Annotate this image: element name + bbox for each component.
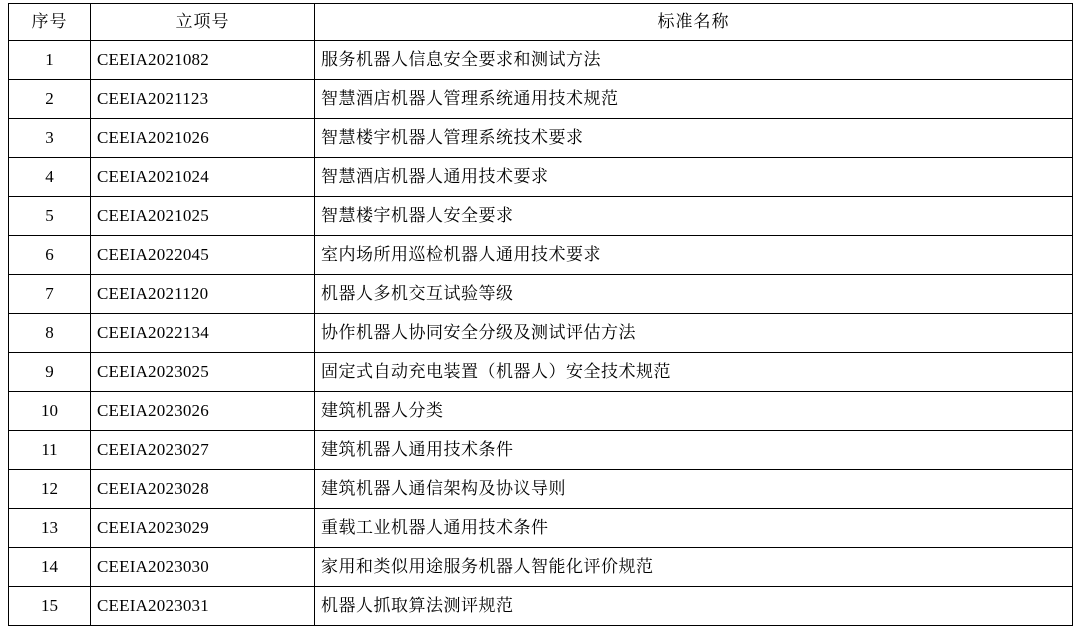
cell-index: 11: [9, 431, 91, 470]
cell-index: 7: [9, 275, 91, 314]
standards-table-container: [0, 3, 1080, 626]
table-row: [9, 158, 1073, 197]
cell-name: 建筑机器人通信架构及协议导则: [315, 470, 1073, 509]
cell-code: CEEIA2023026: [91, 392, 315, 431]
cell-name: 智慧酒店机器人管理系统通用技术规范: [315, 80, 1073, 119]
cell-index: 2: [9, 80, 91, 119]
table-row: [9, 275, 1073, 314]
cell-index: 9: [9, 353, 91, 392]
table-row: [9, 353, 1073, 392]
cell-index: 13: [9, 509, 91, 548]
cell-name: 重载工业机器人通用技术条件: [315, 509, 1073, 548]
cell-code: CEEIA2021025: [91, 197, 315, 236]
cell-name: 固定式自动充电装置（机器人）安全技术规范: [315, 353, 1073, 392]
table-row: [9, 236, 1073, 275]
column-header-name: 标准名称: [315, 4, 1073, 41]
table-header-row: [9, 4, 1073, 41]
cell-name: 智慧楼宇机器人管理系统技术要求: [315, 119, 1073, 158]
table-row: [9, 80, 1073, 119]
cell-name: 协作机器人协同安全分级及测试评估方法: [315, 314, 1073, 353]
cell-name: 家用和类似用途服务机器人智能化评价规范: [315, 548, 1073, 587]
cell-code: CEEIA2023031: [91, 587, 315, 626]
cell-index: 12: [9, 470, 91, 509]
cell-code: CEEIA2023027: [91, 431, 315, 470]
cell-code: CEEIA2021123: [91, 80, 315, 119]
cell-index: 8: [9, 314, 91, 353]
table-row: [9, 509, 1073, 548]
cell-index: 15: [9, 587, 91, 626]
cell-name: 机器人抓取算法测评规范: [315, 587, 1073, 626]
cell-index: 5: [9, 197, 91, 236]
column-header-code: 立项号: [91, 4, 315, 41]
table-row: [9, 431, 1073, 470]
cell-name: 建筑机器人通用技术条件: [315, 431, 1073, 470]
table-row: [9, 119, 1073, 158]
cell-code: CEEIA2023025: [91, 353, 315, 392]
cell-index: 14: [9, 548, 91, 587]
cell-code: CEEIA2021024: [91, 158, 315, 197]
cell-index: 1: [9, 41, 91, 80]
cell-code: CEEIA2023030: [91, 548, 315, 587]
cell-index: 6: [9, 236, 91, 275]
cell-name: 智慧楼宇机器人安全要求: [315, 197, 1073, 236]
table-body: [9, 4, 1073, 626]
cell-code: CEEIA2021082: [91, 41, 315, 80]
cell-index: 10: [9, 392, 91, 431]
cell-code: CEEIA2022134: [91, 314, 315, 353]
standards-table: [8, 3, 1073, 626]
cell-code: CEEIA2021120: [91, 275, 315, 314]
cell-index: 3: [9, 119, 91, 158]
cell-name: 智慧酒店机器人通用技术要求: [315, 158, 1073, 197]
table-row: [9, 314, 1073, 353]
column-header-index: 序号: [9, 4, 91, 41]
table-row: [9, 197, 1073, 236]
cell-code: CEEIA2023029: [91, 509, 315, 548]
cell-name: 建筑机器人分类: [315, 392, 1073, 431]
table-row: [9, 41, 1073, 80]
cell-code: CEEIA2022045: [91, 236, 315, 275]
cell-name: 室内场所用巡检机器人通用技术要求: [315, 236, 1073, 275]
cell-code: CEEIA2021026: [91, 119, 315, 158]
cell-index: 4: [9, 158, 91, 197]
table-row: [9, 548, 1073, 587]
cell-name: 服务机器人信息安全要求和测试方法: [315, 41, 1073, 80]
cell-name: 机器人多机交互试验等级: [315, 275, 1073, 314]
table-row: [9, 587, 1073, 626]
table-row: [9, 392, 1073, 431]
table-row: [9, 470, 1073, 509]
cell-code: CEEIA2023028: [91, 470, 315, 509]
